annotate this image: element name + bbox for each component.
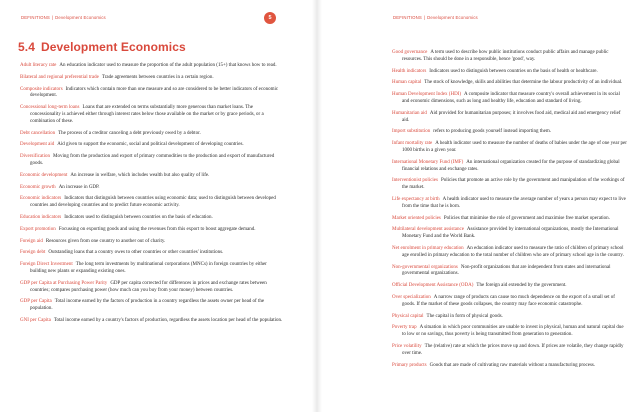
running-head (21, 15, 106, 20)
glossary-term: Concessional long-term loans (20, 105, 80, 111)
glossary-definition: A health indicator used to measure the average number of years a person may expect to live from the time that he is born. (402, 196, 626, 209)
glossary-definition: Non-profit organizations that are independent from states and international governmental organizations. (402, 264, 611, 277)
glossary-definition: Policies that promote an active role by the government and manipulation of the workings of the market. (402, 178, 625, 191)
glossary-term: Market oriented policies (392, 215, 441, 221)
glossary-entry (392, 129, 627, 136)
glossary-definition: Indicators which contain more than one measure and so are considered to be better indicators of economic development. (30, 86, 279, 99)
glossary-entry (20, 196, 283, 210)
glossary-term: Humanitarian aid (392, 110, 427, 116)
glossary-entry (392, 246, 627, 260)
glossary-entry (20, 215, 283, 222)
section-title-text: Development Economics (40, 40, 186, 54)
glossary-entry (20, 105, 283, 125)
running-head-part: DEFINITIONS (21, 15, 50, 20)
glossary-term: Development aid (20, 142, 55, 148)
glossary-entry (392, 160, 627, 174)
glossary-definition: An education indicator used to measure the proportion of the adult population (15+) that knows how to read. (59, 63, 277, 68)
section-number: 5.4 (18, 40, 35, 54)
glossary-term: International Monetary Fund (IMF) (392, 159, 464, 165)
glossary-entry (392, 295, 627, 309)
glossary-definition: Total income earned by a country's factors of production, regardless the assets location per head of the population. (53, 317, 283, 323)
glossary-entry (20, 299, 283, 313)
glossary-term: Physical capital (392, 313, 424, 319)
glossary-entry (392, 50, 627, 64)
glossary-term: Foreign Direct Investment (20, 262, 73, 268)
glossary-term: Price volatility (392, 343, 422, 349)
running-head-section: Development Economics (427, 15, 478, 20)
glossary-definition: Indicators used to distinguish between countries on the basis of education. (64, 214, 213, 220)
glossary-entry (392, 141, 627, 155)
glossary-entry (20, 185, 283, 192)
glossary-definition: An education indicator used to measure the ratio of children of primary school age enrolled in primary education to the total number of children who are of primary school age in the country. (402, 245, 624, 258)
glossary-definition: The stock of knowledge, skills and abilities that determine the labour productivity of an individual. (424, 80, 623, 86)
glossary-definition: The (relative) rate at which the prices move up and down. If prices are volatile, they change rapidly over time. (402, 343, 624, 356)
glossary-entry (392, 216, 627, 223)
glossary-entry (20, 75, 283, 82)
glossary-definition: A situation in which poor communities are unable to invest in physical, human and natural capital due to low or no savings, thus poverty is being transmitted from generation to generation. (402, 325, 624, 338)
glossary-definition: GDP per capita corrected for differences in prices and exchange rates between countries; compares purchasing power (how much can you buy from your money) between countries. (30, 280, 267, 293)
glossary-term: Human capital (392, 80, 422, 86)
glossary-entry (20, 281, 283, 295)
glossary-entry (392, 178, 627, 192)
glossary-definition: The foreign aid extended by the government. (476, 283, 567, 289)
glossary-entry (20, 142, 283, 149)
glossary-term: GDP per Capita at Purchasing Power Parity (20, 280, 108, 286)
glossary-entry (20, 87, 283, 101)
glossary-term: Net enrolment in primary education (392, 245, 464, 251)
glossary-term: Composite indicators (20, 86, 63, 92)
page-gutter (312, 0, 322, 412)
glossary-term: Human Development Index (HDI) (392, 92, 462, 98)
glossary-term: Foreign debt (20, 250, 46, 256)
glossary-definition: A health indicator used to measure the number of deaths of babies under the age of one year per 1000 births in a given year. (402, 141, 627, 153)
glossary-term: Economic development (20, 172, 68, 178)
glossary-entry (20, 250, 283, 257)
running-head-separator: | (51, 15, 54, 20)
left-page (0, 0, 312, 412)
glossary-definition: Outstanding loans that a country owes to other countries or other countries' institutions. (48, 250, 224, 256)
glossary-term: GDP per Capita (20, 299, 52, 305)
glossary-entry (392, 265, 627, 279)
glossary-definition: Aid given to support the economic, social and political development of developing countries. (57, 142, 244, 148)
glossary-term: Export promotion (20, 226, 56, 232)
glossary-term: Debt cancellation (20, 130, 56, 136)
glossary-term: Official Development Assistance (ODA) (392, 283, 474, 289)
glossary-term: Diversification (20, 154, 50, 160)
glossary-entry (20, 63, 283, 70)
glossary-entry (20, 318, 283, 325)
glossary-entry (392, 283, 627, 290)
glossary-term: Foreign aid (20, 238, 43, 244)
glossary-entry (392, 314, 627, 321)
glossary-entry (392, 197, 627, 211)
glossary-term: Multilateral development assistance (392, 227, 464, 233)
glossary-definition: A term used to describe how public institutions conduct public affairs and manage public resources. This should be done in a responsible, hence 'good', way. (402, 50, 609, 62)
glossary-term: Adult literacy rate (20, 63, 57, 68)
glossary-definition: The process of a creditor canceling a debt previously owed by a debtor. (58, 130, 201, 136)
glossary-entry (20, 154, 283, 168)
page-number: 5 (268, 15, 272, 21)
glossary-term: Import substitution (392, 129, 431, 135)
glossary-entry (392, 69, 627, 76)
glossary-term: Primary products (392, 362, 427, 368)
glossary-entry (20, 239, 283, 246)
running-head-part: DEFINITIONS (393, 15, 422, 20)
glossary-term: Good governance (392, 50, 428, 55)
glossary-entry (20, 262, 283, 276)
glossary-term: Infant mortality rate (392, 141, 433, 147)
glossary-term: Interventionist policies (392, 178, 438, 184)
glossary-term: Bilateral and regional preferential trade (20, 74, 99, 80)
glossary-term: Economic indicators (20, 196, 62, 202)
glossary-term: Education indicators (20, 214, 62, 220)
glossary-term: Health indicators (392, 68, 427, 74)
right-page (322, 0, 634, 412)
glossary-entry (392, 80, 627, 87)
running-head-separator: | (423, 15, 426, 20)
glossary-definition: Resources given from one country to another out of charity. (45, 238, 166, 244)
glossary-term: Over specialization (392, 294, 431, 300)
glossary-definition: Policies that minimise the role of government and maximise free market operation. (443, 215, 610, 221)
glossary-term: Poverty trap (392, 325, 417, 331)
glossary-definition: Aid provided for humanitarian purposes; it involves food aid, medical aid and emergency relief aid. (402, 110, 621, 123)
glossary-definition: Indicators that distinguish between countries using economic data; used to distinguish between developed countries and developing countries and to predict future economic activity. (30, 196, 276, 209)
glossary-entry (20, 131, 283, 138)
glossary-entry (392, 325, 627, 339)
glossary-entry (392, 111, 627, 125)
glossary-definition: refers to producing goods yourself instead importing them. (433, 129, 551, 135)
glossary-list (20, 58, 283, 329)
running-head (393, 15, 478, 20)
glossary-definition: Goods that are made of cultivating raw materials without a manufacturing process. (429, 362, 596, 368)
glossary-definition: Loans that are extended on terms substantially more generous than market loans. The concessionality is achieved either through interest rates below those available on the market or by grace periods, or a combination of these. (30, 105, 264, 124)
glossary-definition: An increase in welfare, which includes wealth but also quality of life. (70, 172, 210, 178)
glossary-entry (392, 363, 627, 370)
glossary-entry (392, 92, 627, 106)
glossary-definition: An international organization created for the purpose of standardizing global financial relations and exchange rates. (402, 159, 620, 172)
glossary-term: Life expectancy at birth (392, 196, 440, 202)
glossary-entry (20, 227, 283, 234)
glossary-list (392, 45, 627, 373)
glossary-entry (392, 227, 627, 241)
glossary-definition: Total income earned by the factors of production in a country regardless the assets owner per head of the population. (30, 299, 265, 312)
glossary-definition: A composite indicator that measure country's overall achievement in its social and economic dimensions, such as long and healthy life, education and standard of living. (402, 92, 620, 104)
glossary-definition: Moving from the production and export of primary commodities to the production and export of manufactured goods. (30, 154, 275, 166)
glossary-definition: An increase in GDP. (58, 184, 100, 190)
glossary-definition: A narrow range of products can cause too much dependence on the export of a small set of goods. If the market of these goods collapses, the country may face economic catastrophe. (402, 294, 615, 307)
glossary-entry (20, 173, 283, 180)
glossary-definition: The long term investments by multinational corporations (MNCs) in foreign countries by either building new plants or expanding existing ones. (30, 262, 267, 274)
glossary-term: GNI per Capita (20, 317, 51, 323)
glossary-definition: Indicators used to distinguish between countries on the basis of health or healthcare. (429, 68, 598, 74)
glossary-term: Non-governmental organizations (392, 264, 458, 270)
page-number-badge (264, 12, 276, 24)
glossary-definition: Trade agreements between countries in a certain region. (101, 74, 214, 80)
running-head-section: Development Economics (55, 15, 106, 20)
glossary-entry (392, 344, 627, 358)
section-title (18, 40, 186, 54)
glossary-definition: Assistance provided by international organizations, mostly the International Monetary Fund and the World Bank. (402, 227, 619, 240)
glossary-definition: The capital in form of physical goods. (426, 313, 503, 319)
glossary-definition: Focussing on exporting goods and using the revenues from this export to boost aggregate demand. (58, 226, 256, 232)
glossary-term: Economic growth (20, 184, 56, 190)
